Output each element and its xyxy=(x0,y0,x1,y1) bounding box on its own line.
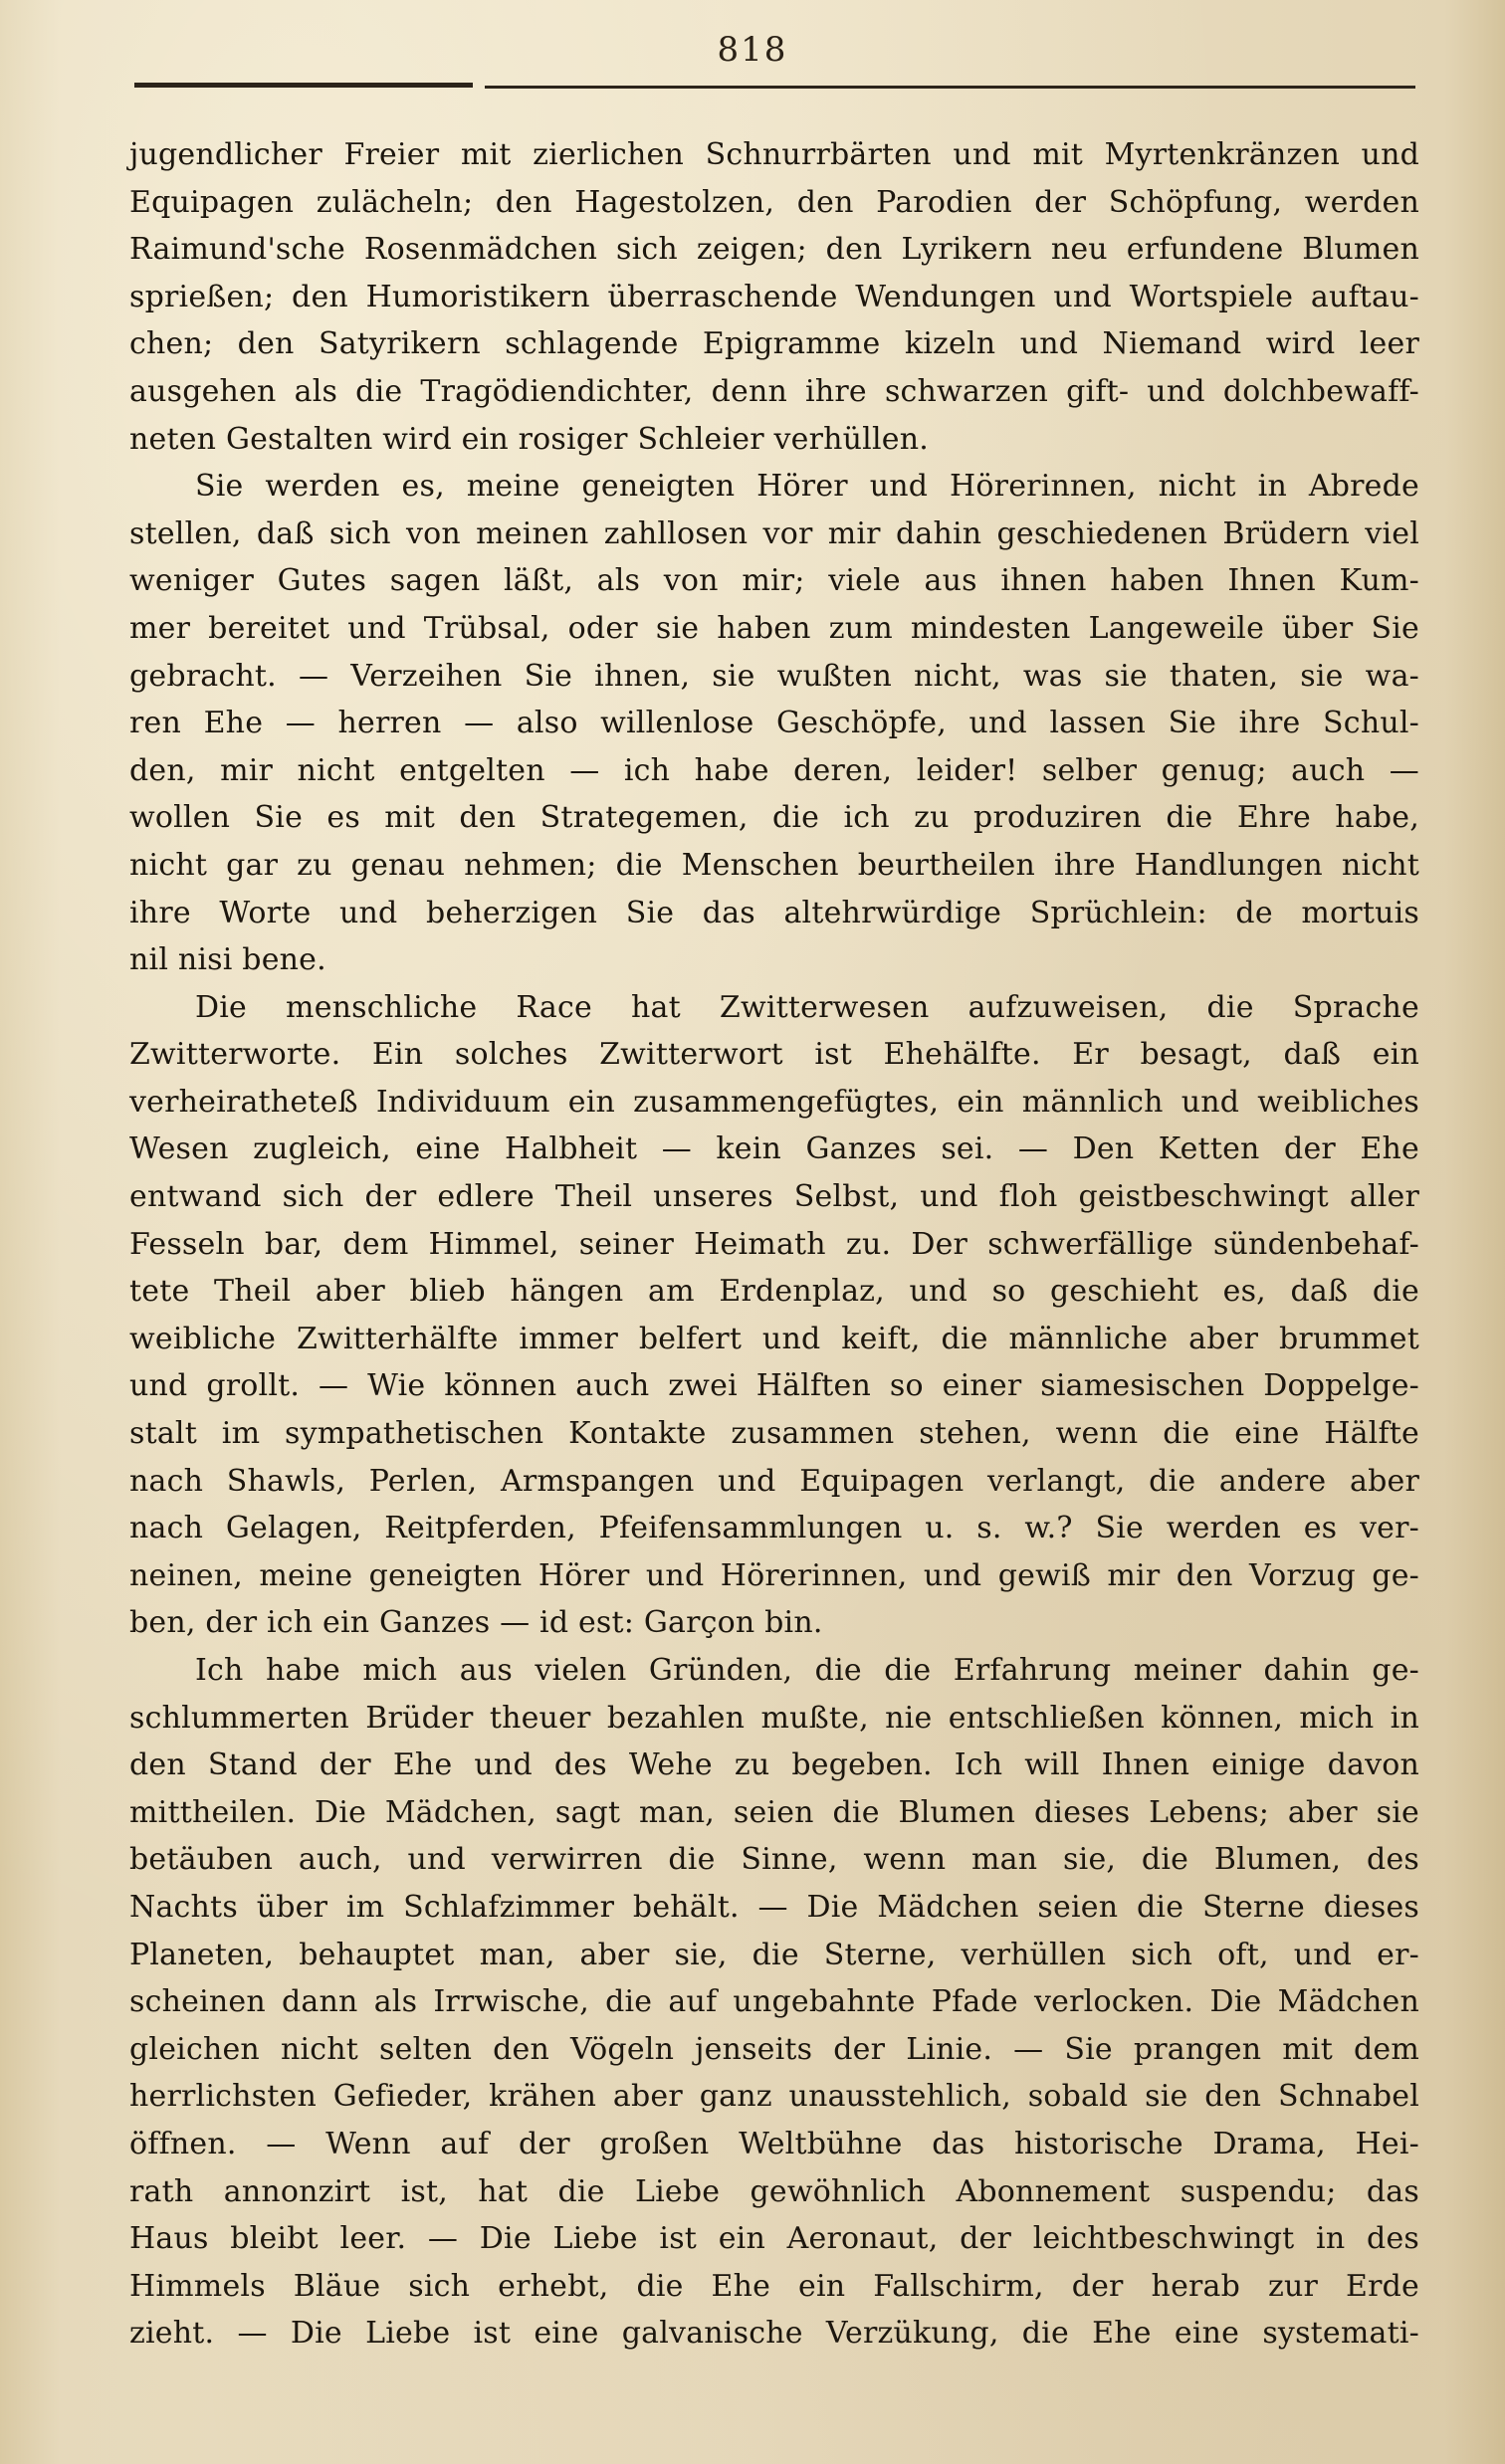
text-line: Planeten, behauptet man, aber sie, die Sterne, verhüllen sich oft, und er- xyxy=(129,1937,1419,1972)
text-line: ihre Worte und beherzigen Sie das altehrwürdige Sprüchlein: de mortuis xyxy=(129,895,1419,930)
text-line: Ich habe mich aus vielen Gründen, die die Erfahrung meiner dahin ge- xyxy=(195,1653,1419,1688)
text-line: mittheilen. Die Mädchen, sagt man, seien die Blumen dieses Lebens; aber sie xyxy=(129,1794,1419,1830)
text-line: herrlichsten Gefieder, krähen aber ganz unausstehlich, sobald sie den Schnabel xyxy=(129,2079,1419,2115)
text-line: mer bereitet und Trübsal, oder sie haben zum mindesten Langeweile über Sie xyxy=(129,610,1419,646)
text-line: ren Ehe — herren — also willenlose Geschöpfe, und lassen Sie ihre Schul- xyxy=(129,706,1419,741)
text-line: Sie werden es, meine geneigten Hörer und Hörerinnen, nicht in Abrede xyxy=(195,469,1419,505)
text-line: betäuben auch, und verwirren die Sinne, wenn man sie, die Blumen, des xyxy=(129,1842,1419,1878)
text-line: scheinen dann als Irrwische, die auf ungebahnte Pfade verlocken. Die Mädchen xyxy=(129,1984,1419,2020)
text-line: tete Theil aber blieb hängen am Erdenplaz, und so geschieht es, daß die xyxy=(129,1274,1419,1310)
text-line: nil nisi bene. xyxy=(129,942,326,978)
text-line: nach Gelagen, Reitpferden, Pfeifensammlungen u. s. w.? Sie werden es ver- xyxy=(129,1511,1419,1546)
text-line: schlummerten Brüder theuer bezahlen mußte, nie entschließen können, mich in xyxy=(129,1700,1419,1736)
text-line: weibliche Zwitterhälfte immer belfert und keift, die männliche aber brummet xyxy=(129,1321,1419,1356)
text-line: stellen, daß sich von meinen zahllosen vor mir dahin geschiedenen Brüdern viel xyxy=(129,515,1419,551)
text-line: chen; den Satyrikern schlagende Epigramme kizeln und Niemand wird leer xyxy=(129,326,1419,362)
text-line: verheiratheteß Individuum ein zusammengefügtes, ein männlich und weibliches xyxy=(129,1084,1419,1120)
text-line: entwand sich der edlere Theil unseres Selbst, und floh geistbeschwingt aller xyxy=(129,1179,1419,1215)
text-line: ben, der ich ein Ganzes — id est: Garçon bin. xyxy=(129,1605,823,1641)
text-line: Himmels Bläue sich erhebt, die Ehe ein Fallschirm, der herab zur Erde xyxy=(129,2268,1419,2304)
page-number: 818 xyxy=(717,30,788,70)
text-line: Haus bleibt leer. — Die Liebe ist ein Aeronaut, der leichtbeschwingt in des xyxy=(129,2221,1419,2257)
text-line: neten Gestalten wird ein rosiger Schleier verhüllen. xyxy=(129,421,929,457)
text-line: rath annonzirt ist, hat die Liebe gewöhnlich Abonnement suspendu; das xyxy=(129,2173,1419,2209)
body-text xyxy=(129,131,1419,2358)
text-line: öffnen. — Wenn auf der großen Weltbühne das historische Drama, Hei- xyxy=(129,2126,1419,2161)
text-line: und grollt. — Wie können auch zwei Hälften so einer siamesischen Doppelge- xyxy=(129,1368,1419,1404)
text-line: sprießen; den Humoristikern überraschende Wendungen und Wortspiele auftau- xyxy=(129,279,1419,314)
text-line: wollen Sie es mit den Strategemen, die ich zu produziren die Ehre habe, xyxy=(129,800,1419,836)
text-line: neinen, meine geneigten Hörer und Hörerinnen, und gewiß mir den Vorzug ge- xyxy=(129,1557,1419,1593)
text-line: Zwitterworte. Ein solches Zwitterwort ist Ehehälfte. Er besagt, daß ein xyxy=(129,1037,1419,1073)
text-line: Fesseln bar, dem Himmel, seiner Heimath zu. Der schwerfällige sündenbehaf- xyxy=(129,1226,1419,1262)
text-line: weniger Gutes sagen läßt, als von mir; viele aus ihnen haben Ihnen Kum- xyxy=(129,563,1419,599)
text-line: Raimund'sche Rosenmädchen sich zeigen; den Lyrikern neu erfundene Blumen xyxy=(129,232,1419,268)
text-line: Nachts über im Schlafzimmer behält. — Die Mädchen seien die Sterne dieses xyxy=(129,1889,1419,1925)
text-line: ausgehen als die Tragödiendichter, denn ihre schwarzen gift- und dolchbewaff- xyxy=(129,373,1419,409)
text-line: nicht gar zu genau nehmen; die Menschen beurtheilen ihre Handlungen nicht xyxy=(129,847,1419,883)
text-line: gebracht. — Verzeihen Sie ihnen, sie wußten nicht, was sie thaten, sie wa- xyxy=(129,658,1419,694)
text-line: zieht. — Die Liebe ist eine galvanische Verzükung, die Ehe eine systemati- xyxy=(129,2316,1419,2352)
text-line: Die menschliche Race hat Zwitterwesen aufzuweisen, die Sprache xyxy=(195,989,1419,1025)
text-line: gleichen nicht selten den Vögeln jenseits der Linie. — Sie prangen mit dem xyxy=(129,2031,1419,2067)
text-line: Wesen zugleich, eine Halbheit — kein Ganzes sei. — Den Ketten der Ehe xyxy=(129,1131,1419,1167)
text-line: Equipagen zulächeln; den Hagestolzen, den Parodien der Schöpfung, werden xyxy=(129,184,1419,220)
text-line: nach Shawls, Perlen, Armspangen und Equipagen verlangt, die andere aber xyxy=(129,1463,1419,1499)
header-rule-left xyxy=(134,83,473,88)
header-rule-right xyxy=(485,86,1415,89)
text-line: den, mir nicht entgelten — ich habe deren, leider! selber genug; auch — xyxy=(129,752,1419,788)
text-line: stalt im sympathetischen Kontakte zusammen stehen, wenn die eine Hälfte xyxy=(129,1416,1419,1452)
text-line: den Stand der Ehe und des Wehe zu begeben. Ich will Ihnen einige davon xyxy=(129,1747,1419,1783)
text-line: jugendlicher Freier mit zierlichen Schnurrbärten und mit Myrtenkränzen und xyxy=(129,137,1419,172)
